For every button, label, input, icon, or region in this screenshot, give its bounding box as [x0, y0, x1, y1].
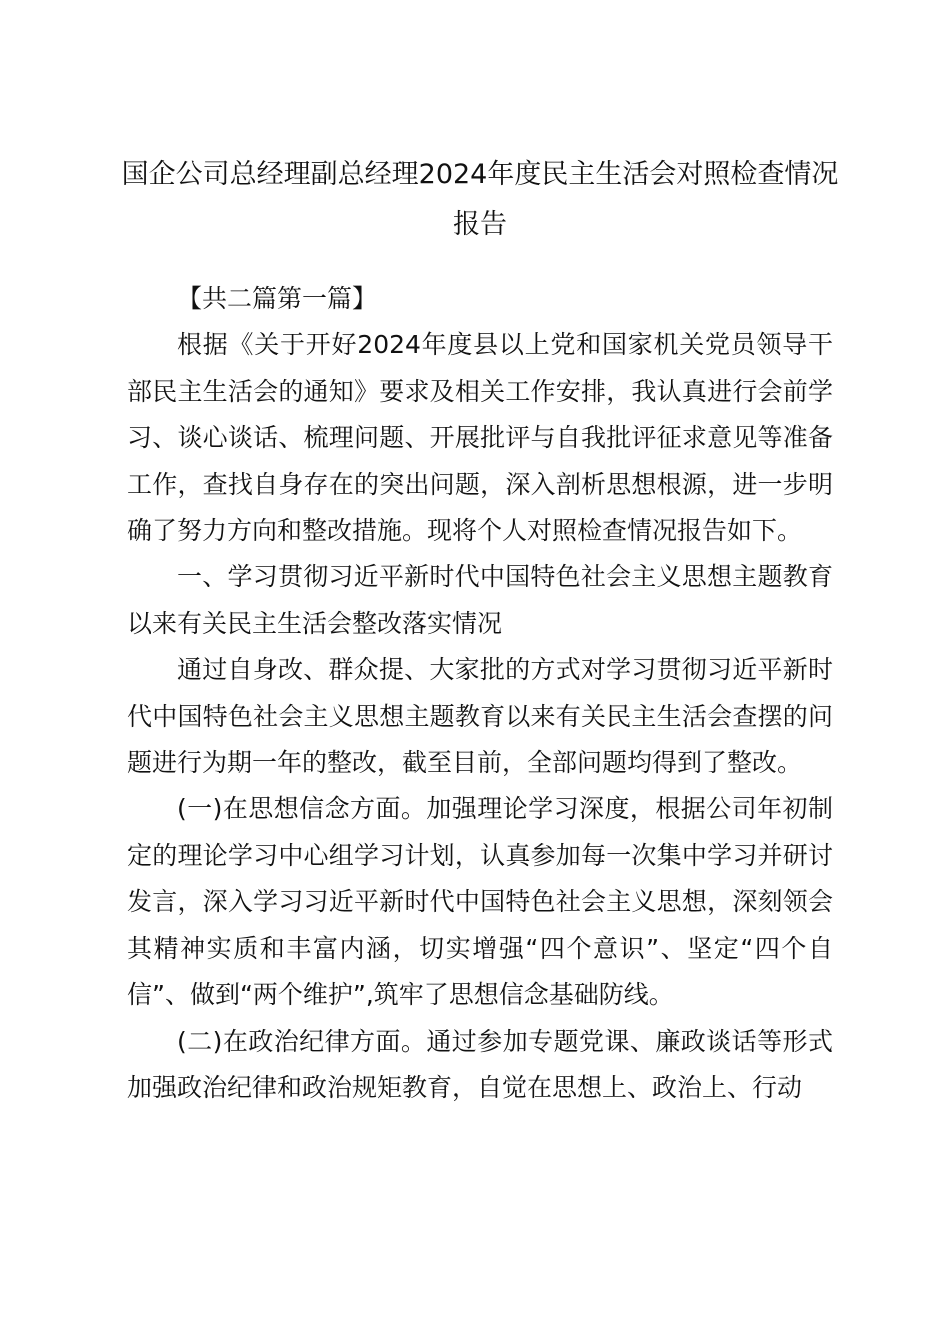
document-title: 国企公司总经理副总经理2024年度民主生活会对照检查情况报告 [121, 159, 839, 240]
section-heading-1: 一、学习贯彻习近平新时代中国特色社会主义思想主题教育以来有关民主生活会整改落实情况 [127, 562, 833, 638]
document-body [127, 276, 833, 1111]
item-1-paragraph: (一)在思想信念方面。加强理论学习深度，根据公司年初制定的理论学习中心组学习计划，认真参加每一次集中学习并研讨发言，深入学习习近平新时代中国特色社会主义思想，深刻领会其精神实质和丰富内涵，切实增强“四个意识”、坚定“四个自信”、做到“两个维护”,筑牢了思想信念基础防线。 [127, 794, 833, 1010]
section-1-paragraph: 通过自身改、群众提、大家批的方式对学习贯彻习近平新时代中国特色社会主义思想主题教育以来有关民主生活会查摆的问题进行为期一年的整改，截至目前，全部问题均得到了整改。 [127, 655, 833, 778]
part-label: 【共二篇第一篇】 [177, 284, 378, 313]
intro-paragraph: 根据《关于开好2024年度县以上党和国家机关党员领导干部民主生活会的通知》要求及相关工作安排，我认真进行会前学习、谈心谈话、梳理问题、开展批评与自我批评征求意见等准备工作，查找自身存在的突出问题，深入剖析思想根源，进一步明确了努力方向和整改措施。现将个人对照检查情况报告如下。 [127, 330, 833, 546]
item-2-paragraph: (二)在政治纪律方面。通过参加专题党课、廉政谈话等形式加强政治纪律和政治规矩教育，自觉在思想上、政治上、行动 [127, 1026, 833, 1102]
